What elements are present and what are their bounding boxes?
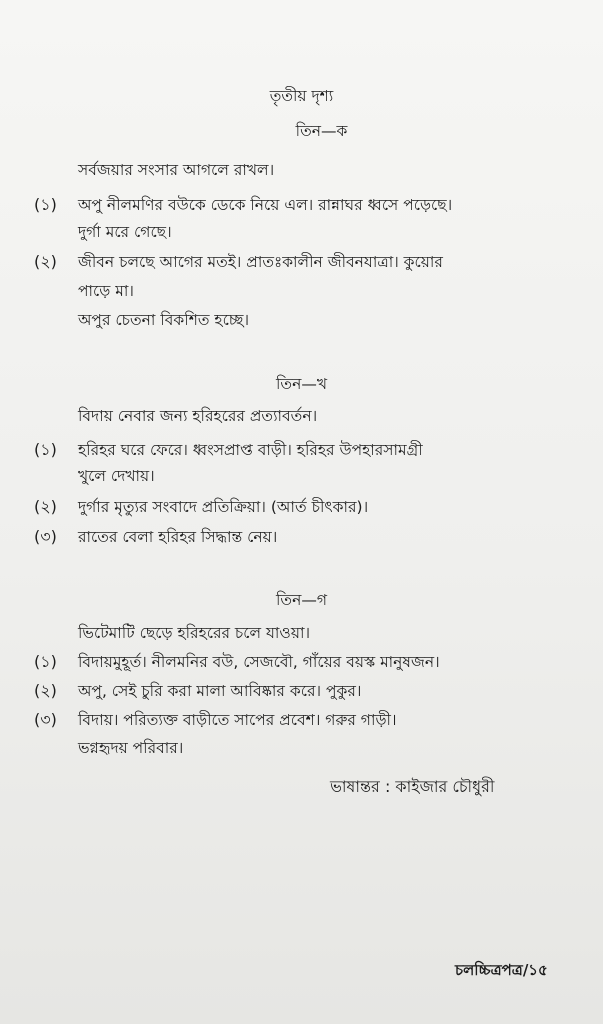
item-line: খুলে দেখায়। — [78, 467, 155, 485]
item-number: (২) — [34, 681, 57, 700]
item-line: অপুর চেতনা বিকশিত হচ্ছে। — [78, 311, 250, 329]
item-line: ভগ্নহৃদয় পরিবার। — [78, 739, 184, 757]
item-line: অপু, সেই চুরি করা মালা আবিষ্কার করে। পুকুর। — [78, 682, 362, 700]
section-intro-ka: সর্বজয়ার সংসার আগলে রাখল। — [78, 161, 275, 179]
section-heading-kha: তিন—খ — [276, 375, 327, 393]
item-number: (২) — [34, 252, 57, 271]
translator-credit: ভাষান্তর : কাইজার চৌধুরী — [330, 777, 495, 796]
section-intro-ga: ভিটেমাটি ছেড়ে হরিহরের চলে যাওয়া। — [78, 624, 310, 642]
item-number: (২) — [34, 497, 57, 516]
section-intro-kha: বিদায় নেবার জন্য হরিহরের প্রত্যাবর্তন। — [78, 407, 318, 425]
item-line: বিদায়। পরিত্যক্ত বাড়ীতে সাপের প্রবেশ। গরুর গাড়ী। — [78, 711, 397, 729]
item-line: দুর্গা মরে গেছে। — [78, 223, 172, 241]
section-heading-ga: তিন—গ — [276, 591, 327, 609]
item-number: (১) — [34, 652, 57, 671]
item-number: (৩) — [34, 710, 57, 729]
section-heading-ka: তিন—ক — [295, 122, 348, 140]
item-line: বিদায়মুহূর্ত। নীলমনির বউ, সেজবৌ, গাঁয়ের বয়স্ক মানুষজন। — [78, 653, 440, 671]
item-number: (১) — [34, 195, 57, 214]
item-line: অপু নীলমণির বউকে ডেকে নিয়ে এল। রান্নাঘর ধ্বসে পড়েছে। — [78, 196, 453, 214]
item-line: দুর্গার মৃত্যুর সংবাদে প্রতিক্রিয়া। (আর্ত চীৎকার)। — [78, 498, 369, 516]
item-line: হরিহর ঘরে ফেরে। ধ্বংসপ্রাপ্ত বাড়ী। হরিহর উপহারসামগ্রী — [78, 441, 423, 459]
item-number: (৩) — [34, 527, 57, 546]
page-footer: চলচ্চিত্রপত্র/১৫ — [455, 961, 548, 979]
item-line: রাতের বেলা হরিহর সিদ্ধান্ত নেয়। — [78, 528, 278, 546]
item-line: পাড়ে মা। — [78, 282, 134, 300]
item-number: (১) — [34, 440, 57, 459]
item-line: জীবন চলছে আগের মতই। প্রাতঃকালীন জীবনযাত্রা। কুয়োর — [78, 253, 443, 271]
scene-title: তৃতীয় দৃশ্য — [269, 87, 334, 105]
